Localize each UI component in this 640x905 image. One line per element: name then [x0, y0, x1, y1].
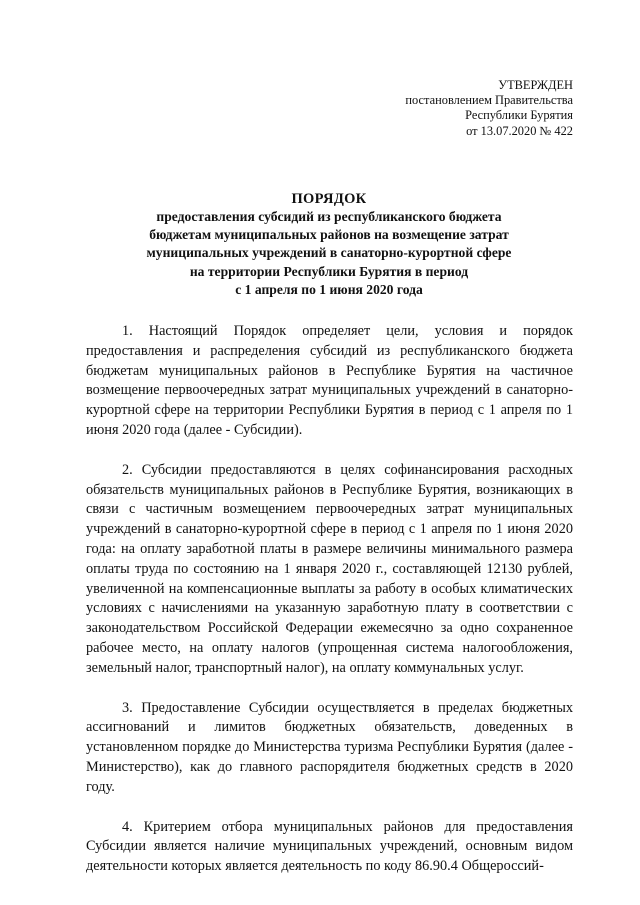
approval-stamp [405, 78, 573, 139]
title-line: бюджетам муниципальных районов на возмещение затрат [149, 227, 509, 243]
paragraph-4: 4. Критерием отбора муниципальных районов для предоставления Субсидии является наличие муниципальных учреждений, основным видом деятельности которых является деятельность по коду 86.90.4 Общероссий- [86, 818, 573, 875]
paragraph-1: 1. Настоящий Порядок определяет цели, условия и порядок предоставления и распределения субсидий из республиканского бюджета бюджетам муниципальных районов в Республике Бурятия на частичное возмещение первоочередных затрат муниципальных учреждений в санаторно-курортной сфере на территории Республики Бурятия в период с 1 апреля по 1 июня 2020 года (далее - Субсидии). [86, 323, 573, 438]
approval-republic: Республики Бурятия [465, 108, 573, 123]
title-line: на территории Республики Бурятия в период [189, 263, 469, 279]
document-body [86, 322, 573, 897]
approval-authority: постановлением Правительства [405, 93, 573, 108]
title-line: с 1 апреля по 1 июня 2020 года [235, 281, 423, 297]
approval-date-number: от 13.07.2020 № 422 [466, 123, 573, 138]
title-main: ПОРЯДОК [291, 191, 367, 207]
document-title [86, 190, 572, 299]
title-line: предоставления субсидий из республиканского бюджета [156, 209, 502, 224]
approval-status: УТВЕРЖДЕН [498, 78, 573, 92]
paragraph-3: 3. Предоставление Субсидии осуществляется в пределах бюджетных ассигнований и лимитов бюджетных обязательств, доведенных в установленном порядке до Министерства туризма Республики Бурятия (далее - Министерство), как до главного распорядителя бюджетных средств в 2020 году. [86, 699, 573, 795]
paragraph-2: 2. Субсидии предоставляются в целях софинансирования расходных обязательств муниципальных районов в Республике Бурятия, возникающих в связи с частичным возмещением первоочередных затрат муниципальных учреждений в санаторно-курортной сфере в период с 1 апреля по 1 июня 2020 года: на оплату заработной платы в размере величины минимального размера оплаты труда по состоянию на 1 января 2020 г., составляющей 12130 рублей, увеличенной на компенсационные выплаты за работу в особых климатических условиях с начислениями на указанную заработную плату в соответствии с законодательством Российской Федерации ежемесячно за одно сохраненное рабочее место, на оплату налогов (упрощенная система налогообложения, земельный налог, транспортный налог), на оплату коммунальных услуг. [86, 461, 573, 676]
title-line: муниципальных учреждений в санаторно-курортной сфере [146, 245, 512, 261]
